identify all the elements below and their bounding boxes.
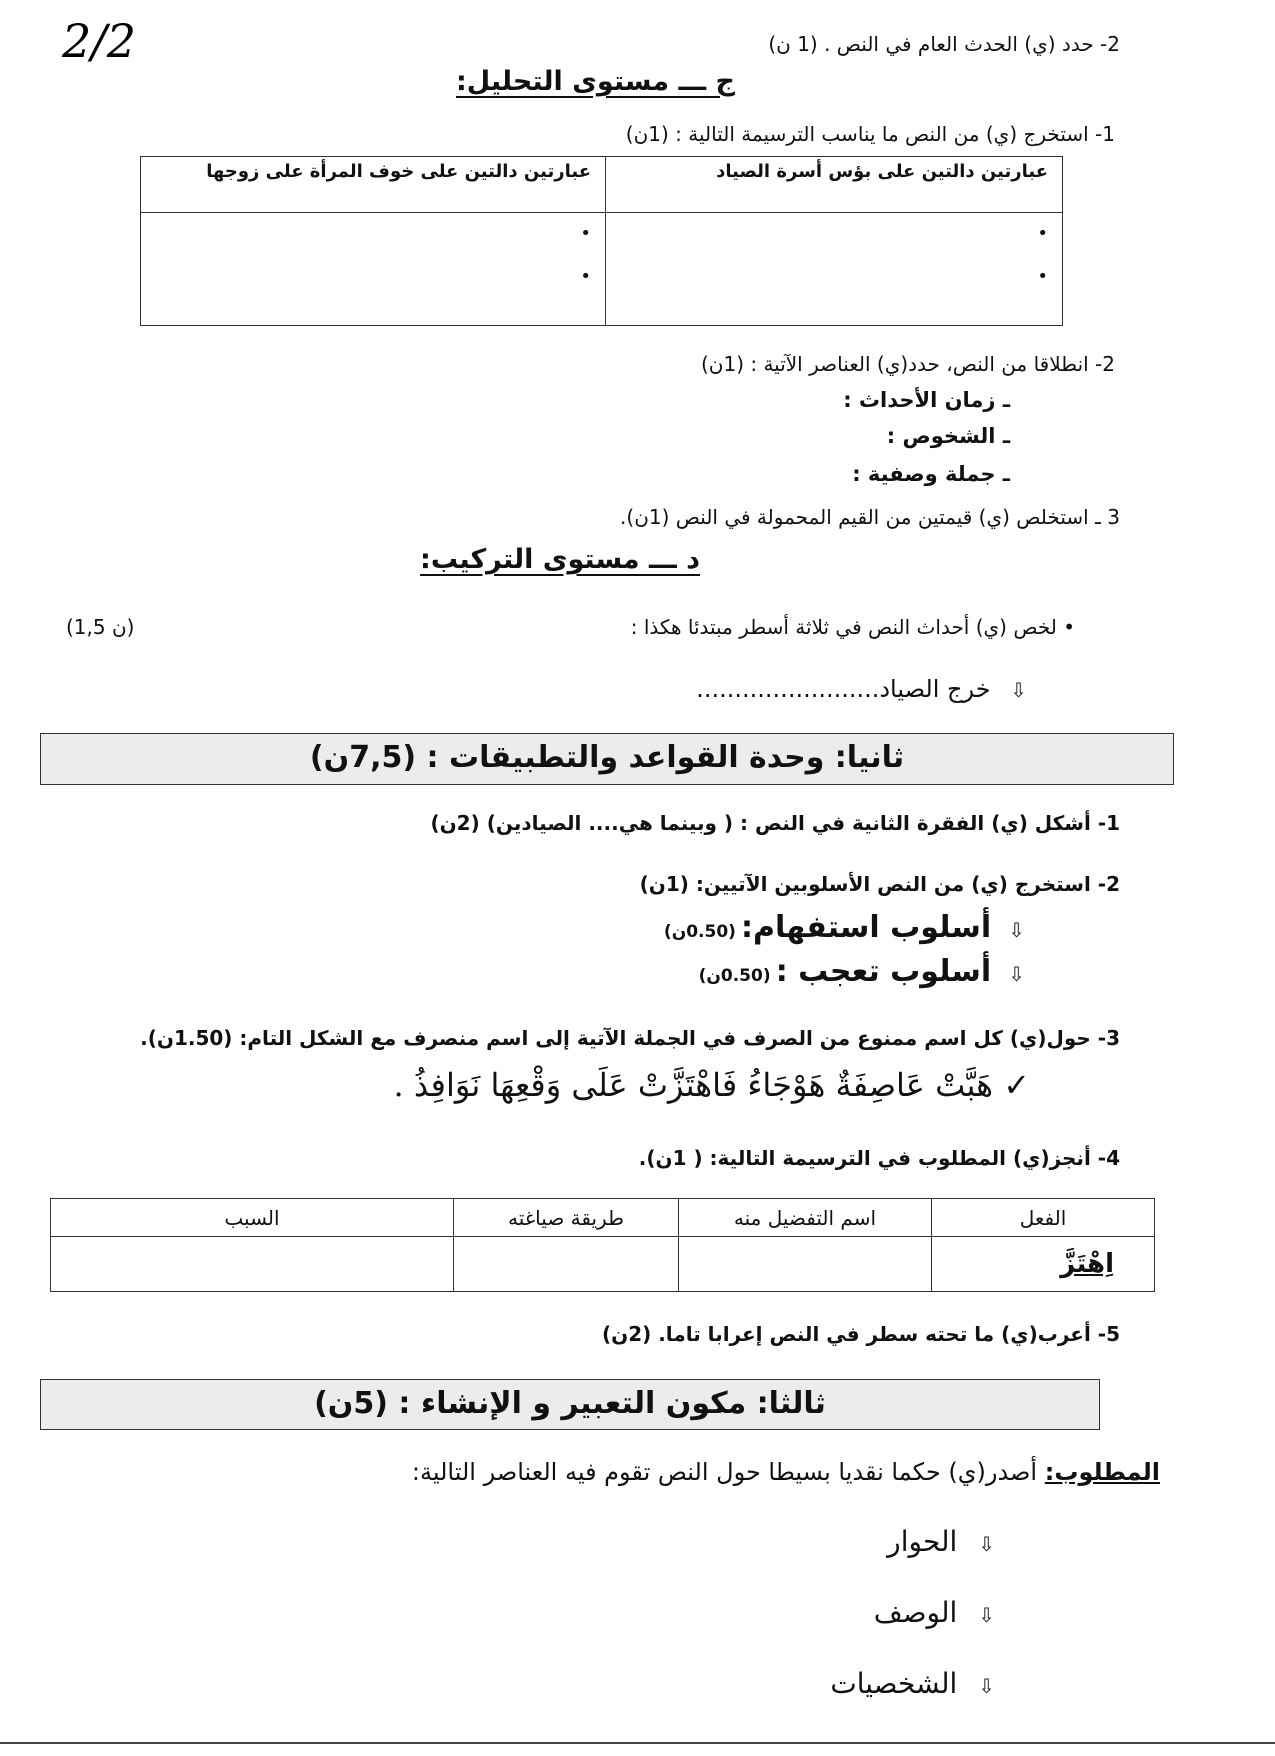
element-label: الوصف (873, 1596, 958, 1629)
style-wonder-label: أسلوب تعجب : (775, 954, 992, 989)
arrow-bullet-icon: ⇩ (1008, 962, 1025, 986)
grammar-question-5: 5- أعرب(ي) ما تحته سطر في النص إعرابا تاما. (2ن) (601, 1322, 1120, 1346)
table-header-superlative: اسم التفضيل منه (679, 1199, 932, 1237)
element-time: ـ زمان الأحداث : (843, 388, 1010, 412)
grammar-question-3: 3- حول(ي) كل اسم ممنوع من الصرف في الجملة الآتية إلى اسم منصرف مع الشكل التام: (1.50ن). (140, 1026, 1120, 1050)
diptote-sentence: ✓ هَبَّتْ عَاصِفَةٌ هَوْجَاءُ فَاهْتَزَّتْ عَلَى وَقْعِهَا نَوَافِذُ . (393, 1066, 1030, 1104)
table-cell-verb (932, 1237, 1155, 1292)
element-label: الشخصيات (830, 1667, 958, 1700)
table-header-misery: عبارتين دالتين على بؤس أسرة الصياد (606, 157, 1063, 213)
arrow-bullet-icon: ⇩ (1008, 918, 1025, 942)
start-phrase-text: خرج الصياد........................ (696, 675, 991, 703)
analysis-question-1: 1- استخرج (ي) من النص ما يناسب الترسيمة التالية : (1ن) (625, 122, 1115, 146)
analysis-question-3: 3 ـ استخلص (ي) قيمتين من القيم المحمولة في النص (1ن). (620, 505, 1120, 529)
table-header-reason: السبب (51, 1199, 454, 1237)
arrow-bullet-icon: ⇩ (978, 1674, 995, 1698)
element-characters: ـ الشخوص : (886, 424, 1010, 448)
question-general-event: 2- حدد (ي) الحدث العام في النص . (1 ن) (768, 32, 1120, 56)
table-header-formation: طريقة صياغته (454, 1199, 679, 1237)
arrow-bullet-icon: ⇩ (1010, 678, 1027, 702)
banner-grammar: ثانيا: وحدة القواعد والتطبيقات : (7,5ن) (40, 733, 1174, 785)
composition-required (412, 1458, 1160, 1486)
composition-element-dialogue (887, 1525, 995, 1558)
banner-composition: ثالثا: مكون التعبير و الإنشاء : (5ن) (40, 1379, 1100, 1430)
analysis-question-2: 2- انطلاقا من النص، حدد(ي) العناصر الآتية : (1ن) (700, 352, 1115, 376)
bullet: • (1037, 223, 1048, 244)
element-label: الحوار (887, 1525, 958, 1558)
section-title-synthesis: د ـــ مستوى التركيب: (420, 544, 700, 575)
superlative-table (50, 1198, 1155, 1292)
composition-element-characters (830, 1667, 995, 1700)
style-question-row (664, 910, 1025, 945)
table-header-fear: عبارتين دالتين على خوف المرأة على زوجها (141, 157, 606, 213)
element-descriptive-sentence: ـ جملة وصفية : (852, 462, 1010, 486)
synthesis-instruction-text: لخص (ي) أحداث النص في ثلاثة أسطر مبتدئا هكذا : (630, 615, 1057, 639)
synthesis-instruction (631, 615, 1075, 639)
required-text: أصدر(ي) حكما نقديا بسيطا حول النص تقوم فيه العناصر التالية: (411, 1458, 1038, 1486)
style-wonder-points: (0.50ن) (698, 966, 771, 986)
table-header-verb: الفعل (932, 1199, 1155, 1237)
grammar-question-1: 1- أشكل (ي) الفقرة الثانية في النص : ( وبينما هي.... الصيادين) (2ن) (430, 811, 1120, 835)
table-cell-misery-answers[interactable] (606, 213, 1063, 326)
verb-value: اِهْتَزَّ (1060, 1249, 1114, 1279)
table-cell-reason[interactable] (51, 1237, 454, 1292)
arrow-bullet-icon: ⇩ (978, 1603, 995, 1627)
bullet: • (1063, 615, 1075, 639)
analysis-table (140, 156, 1063, 326)
composition-element-description (874, 1596, 995, 1629)
table-cell-formation[interactable] (454, 1237, 679, 1292)
synthesis-start-phrase (696, 675, 1027, 703)
grammar-question-2: 2- استخرج (ي) من النص الأسلوبين الآتيين: (1ن) (639, 872, 1120, 896)
table-cell-superlative[interactable] (679, 1237, 932, 1292)
synthesis-points: (1,5 ن) (66, 615, 135, 639)
bullet: • (580, 266, 591, 287)
style-question-label: أسلوب استفهام: (741, 910, 992, 945)
style-wonder-row (699, 954, 1025, 989)
grammar-question-4: 4- أنجز(ي) المطلوب في الترسيمة التالية: ( 1ن). (638, 1146, 1120, 1170)
page-bottom-rule (0, 1742, 1275, 1744)
bullet: • (580, 223, 591, 244)
style-question-points: (0.50ن) (663, 922, 736, 942)
page-number: 2/2 (62, 14, 137, 68)
arrow-bullet-icon: ⇩ (978, 1532, 995, 1556)
required-label: المطلوب: (1044, 1458, 1160, 1486)
bullet: • (1037, 266, 1048, 287)
section-title-analysis: ج ـــ مستوى التحليل: (455, 66, 735, 97)
table-cell-fear-answers[interactable] (141, 213, 606, 326)
